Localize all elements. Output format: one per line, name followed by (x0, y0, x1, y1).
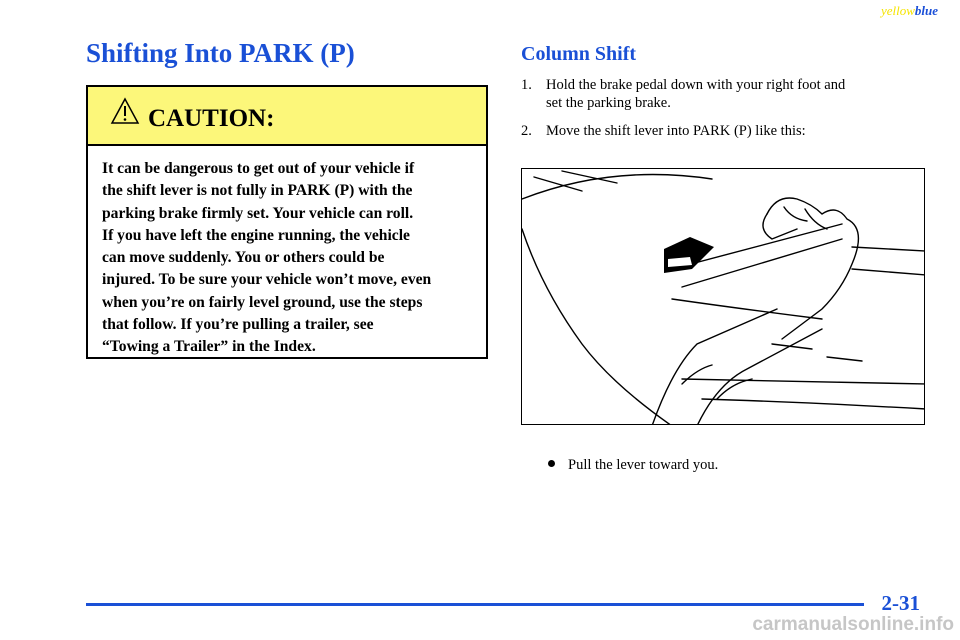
page-number: 2-31 (881, 591, 920, 615)
caution-line: “Towing a Trailer” in the Index. (102, 338, 316, 356)
caution-line: If you have left the engine running, the vehicle (102, 226, 410, 244)
caution-line: injured. To be sure your vehicle won’t move, even (102, 271, 432, 289)
section-title: Shifting Into PARK (P) (86, 38, 355, 68)
step-text: Move the shift lever into PARK (P) like this: (546, 123, 806, 139)
caution-line: It can be dangerous to get out of your vehicle if (102, 160, 415, 177)
step-item (521, 76, 931, 112)
caution-line: the shift lever is not fully in PARK (P) with the (102, 182, 413, 200)
shift-lever-illustration (521, 168, 925, 425)
footer-rule (86, 603, 864, 606)
caution-text (88, 146, 486, 359)
caution-line: when you’re on fairly level ground, use the steps (102, 293, 423, 311)
step-text: Hold the brake pedal down with your right foot and (546, 77, 846, 93)
tag-yellow: yellow (880, 3, 915, 18)
hand-on-lever-drawing (522, 169, 925, 425)
step-number: 2. (521, 123, 532, 139)
steps-list (521, 76, 931, 150)
step-text: set the parking brake. (546, 95, 671, 111)
warning-triangle-icon (110, 97, 140, 125)
caution-box (86, 85, 488, 359)
caution-heading: CAUTION: (148, 105, 275, 132)
step-number: 1. (521, 77, 532, 93)
caution-line: that follow. If you’re pulling a trailer, see (102, 316, 374, 334)
bullet-dot-icon (548, 460, 555, 467)
bullet-item (548, 457, 718, 474)
caution-line: parking brake firmly set. Your vehicle can roll. (102, 204, 414, 222)
caution-line: can move suddenly. You or others could be (102, 249, 385, 267)
step-item (521, 122, 931, 140)
caution-header (88, 87, 486, 146)
watermark: carmanualsonline.info (752, 614, 954, 635)
print-color-tag (881, 3, 938, 19)
bullet-text: Pull the lever toward you. (568, 457, 719, 473)
subsection-title: Column Shift (521, 43, 637, 65)
tag-blue: blue (914, 3, 938, 18)
